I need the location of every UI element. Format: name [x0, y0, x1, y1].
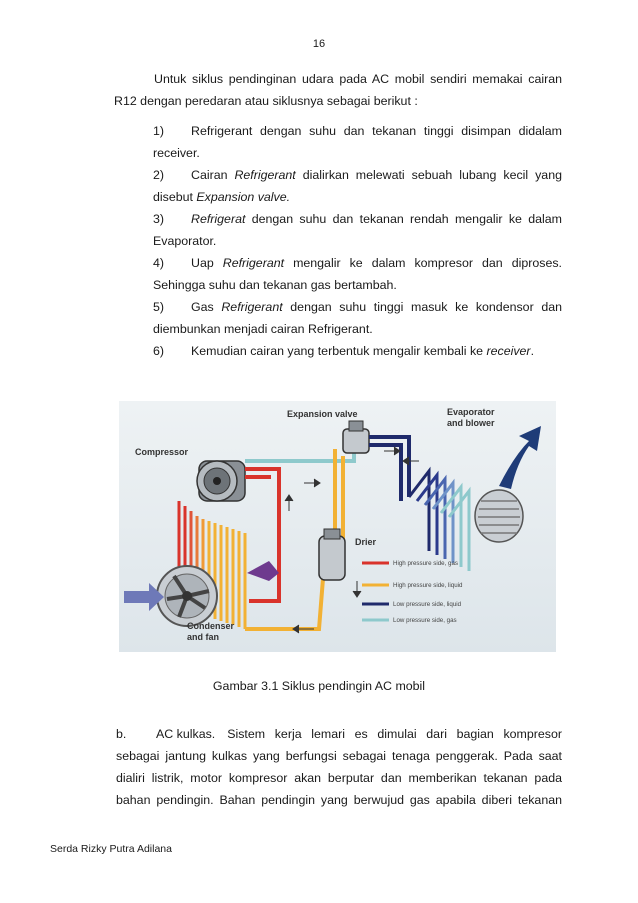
list-item-number: 1) — [153, 124, 165, 138]
list-item-continuation: receiver. — [153, 146, 200, 160]
condenser-fan-icon — [157, 566, 217, 626]
legend-label: Low pressure side, liquid — [393, 601, 462, 608]
ac-cycle-diagram — [119, 401, 556, 652]
fan-label: and fan — [187, 632, 220, 642]
intro-line-2: R12 dengan peredaran atau siklusnya sebagai berikut : — [114, 94, 418, 108]
condenser-label: Condenser — [187, 621, 235, 631]
section-b-paragraph — [116, 723, 562, 811]
section-b-line-4: bahan pendingin. Bahan pendingin yang berwujud gas apabila diberi tekanan — [116, 793, 562, 807]
section-b-first-line — [116, 723, 562, 745]
list-item-number: 4) — [153, 256, 165, 270]
list-item-text: Gas Refrigerant dengan suhu tinggi masuk ke kondensor dan — [191, 300, 562, 314]
list-item-text: Cairan Refrigerant dialirkan melewati sebuah lubang kecil yang — [191, 168, 562, 182]
list-item — [153, 340, 562, 362]
list-item-text: Refrigerat dengan suhu dan tekanan rendah mengalir ke dalam — [191, 212, 562, 226]
blower-icon — [475, 490, 523, 542]
compressor-icon — [197, 461, 245, 501]
section-b-line-2: sebagai jantung kulkas yang berfungsi sebagai tenaga penggerak. Pada saat — [116, 749, 562, 763]
list-item-number: 2) — [153, 168, 165, 182]
list-item — [153, 208, 562, 252]
list-item-number: 6) — [153, 344, 165, 358]
drier-icon — [319, 529, 345, 580]
figure-caption: Gambar 3.1 Siklus pendingin AC mobil — [212, 679, 426, 693]
steps-list — [153, 120, 562, 362]
list-item-number: 3) — [153, 212, 165, 226]
list-item-text: Kemudian cairan yang terbentuk mengalir kembali ke receiver. — [191, 344, 535, 358]
section-b-line-1: Sistem kerja lemari es dimulai dari bagian kompresor — [227, 727, 562, 741]
list-item-continuation: disebut Expansion valve. — [153, 190, 291, 204]
intro-paragraph — [116, 68, 562, 112]
intro-line-1: Untuk siklus pendinginan udara pada AC mobil sendiri memakai cairan — [154, 72, 562, 86]
list-item — [153, 296, 562, 340]
legend-label: High pressure side, liquid — [393, 582, 463, 589]
list-item — [153, 164, 562, 208]
section-b-label: b. — [116, 727, 127, 741]
list-item-continuation: Evaporator. — [153, 234, 217, 248]
list-item — [153, 120, 562, 164]
list-item-text: Uap Refrigerant mengalir ke dalam kompresor dan diproses. — [191, 256, 562, 270]
list-item-number: 5) — [153, 300, 165, 314]
section-b-line-3: dialiri listrik, motor kompresor akan berputar dan memberikan tekanan pada — [116, 771, 562, 785]
section-b-title: AC kulkas. — [156, 727, 216, 741]
page-footer: Serda Rizky Putra Adilana — [50, 843, 172, 855]
list-item — [153, 252, 562, 296]
blower-label: and blower — [447, 418, 495, 428]
legend-label: Low pressure side, gas — [393, 617, 457, 624]
page-number: 16 — [312, 38, 326, 50]
list-item-continuation: Sehingga suhu dan tekanan gas bertambah. — [153, 278, 397, 292]
list-item-text: Refrigerant dengan suhu dan tekanan tinggi disimpan didalam — [191, 124, 562, 138]
ac-cycle-figure — [119, 401, 556, 652]
list-item-continuation: diembunkan menjadi cairan Refrigerant. — [153, 322, 373, 336]
legend-label: High pressure side, gas — [393, 560, 459, 567]
drier-label: Drier — [355, 537, 377, 547]
evaporator-label: Evaporator — [447, 407, 495, 417]
expansion-valve-label: Expansion valve — [287, 409, 358, 419]
compressor-label: Compressor — [135, 447, 189, 457]
